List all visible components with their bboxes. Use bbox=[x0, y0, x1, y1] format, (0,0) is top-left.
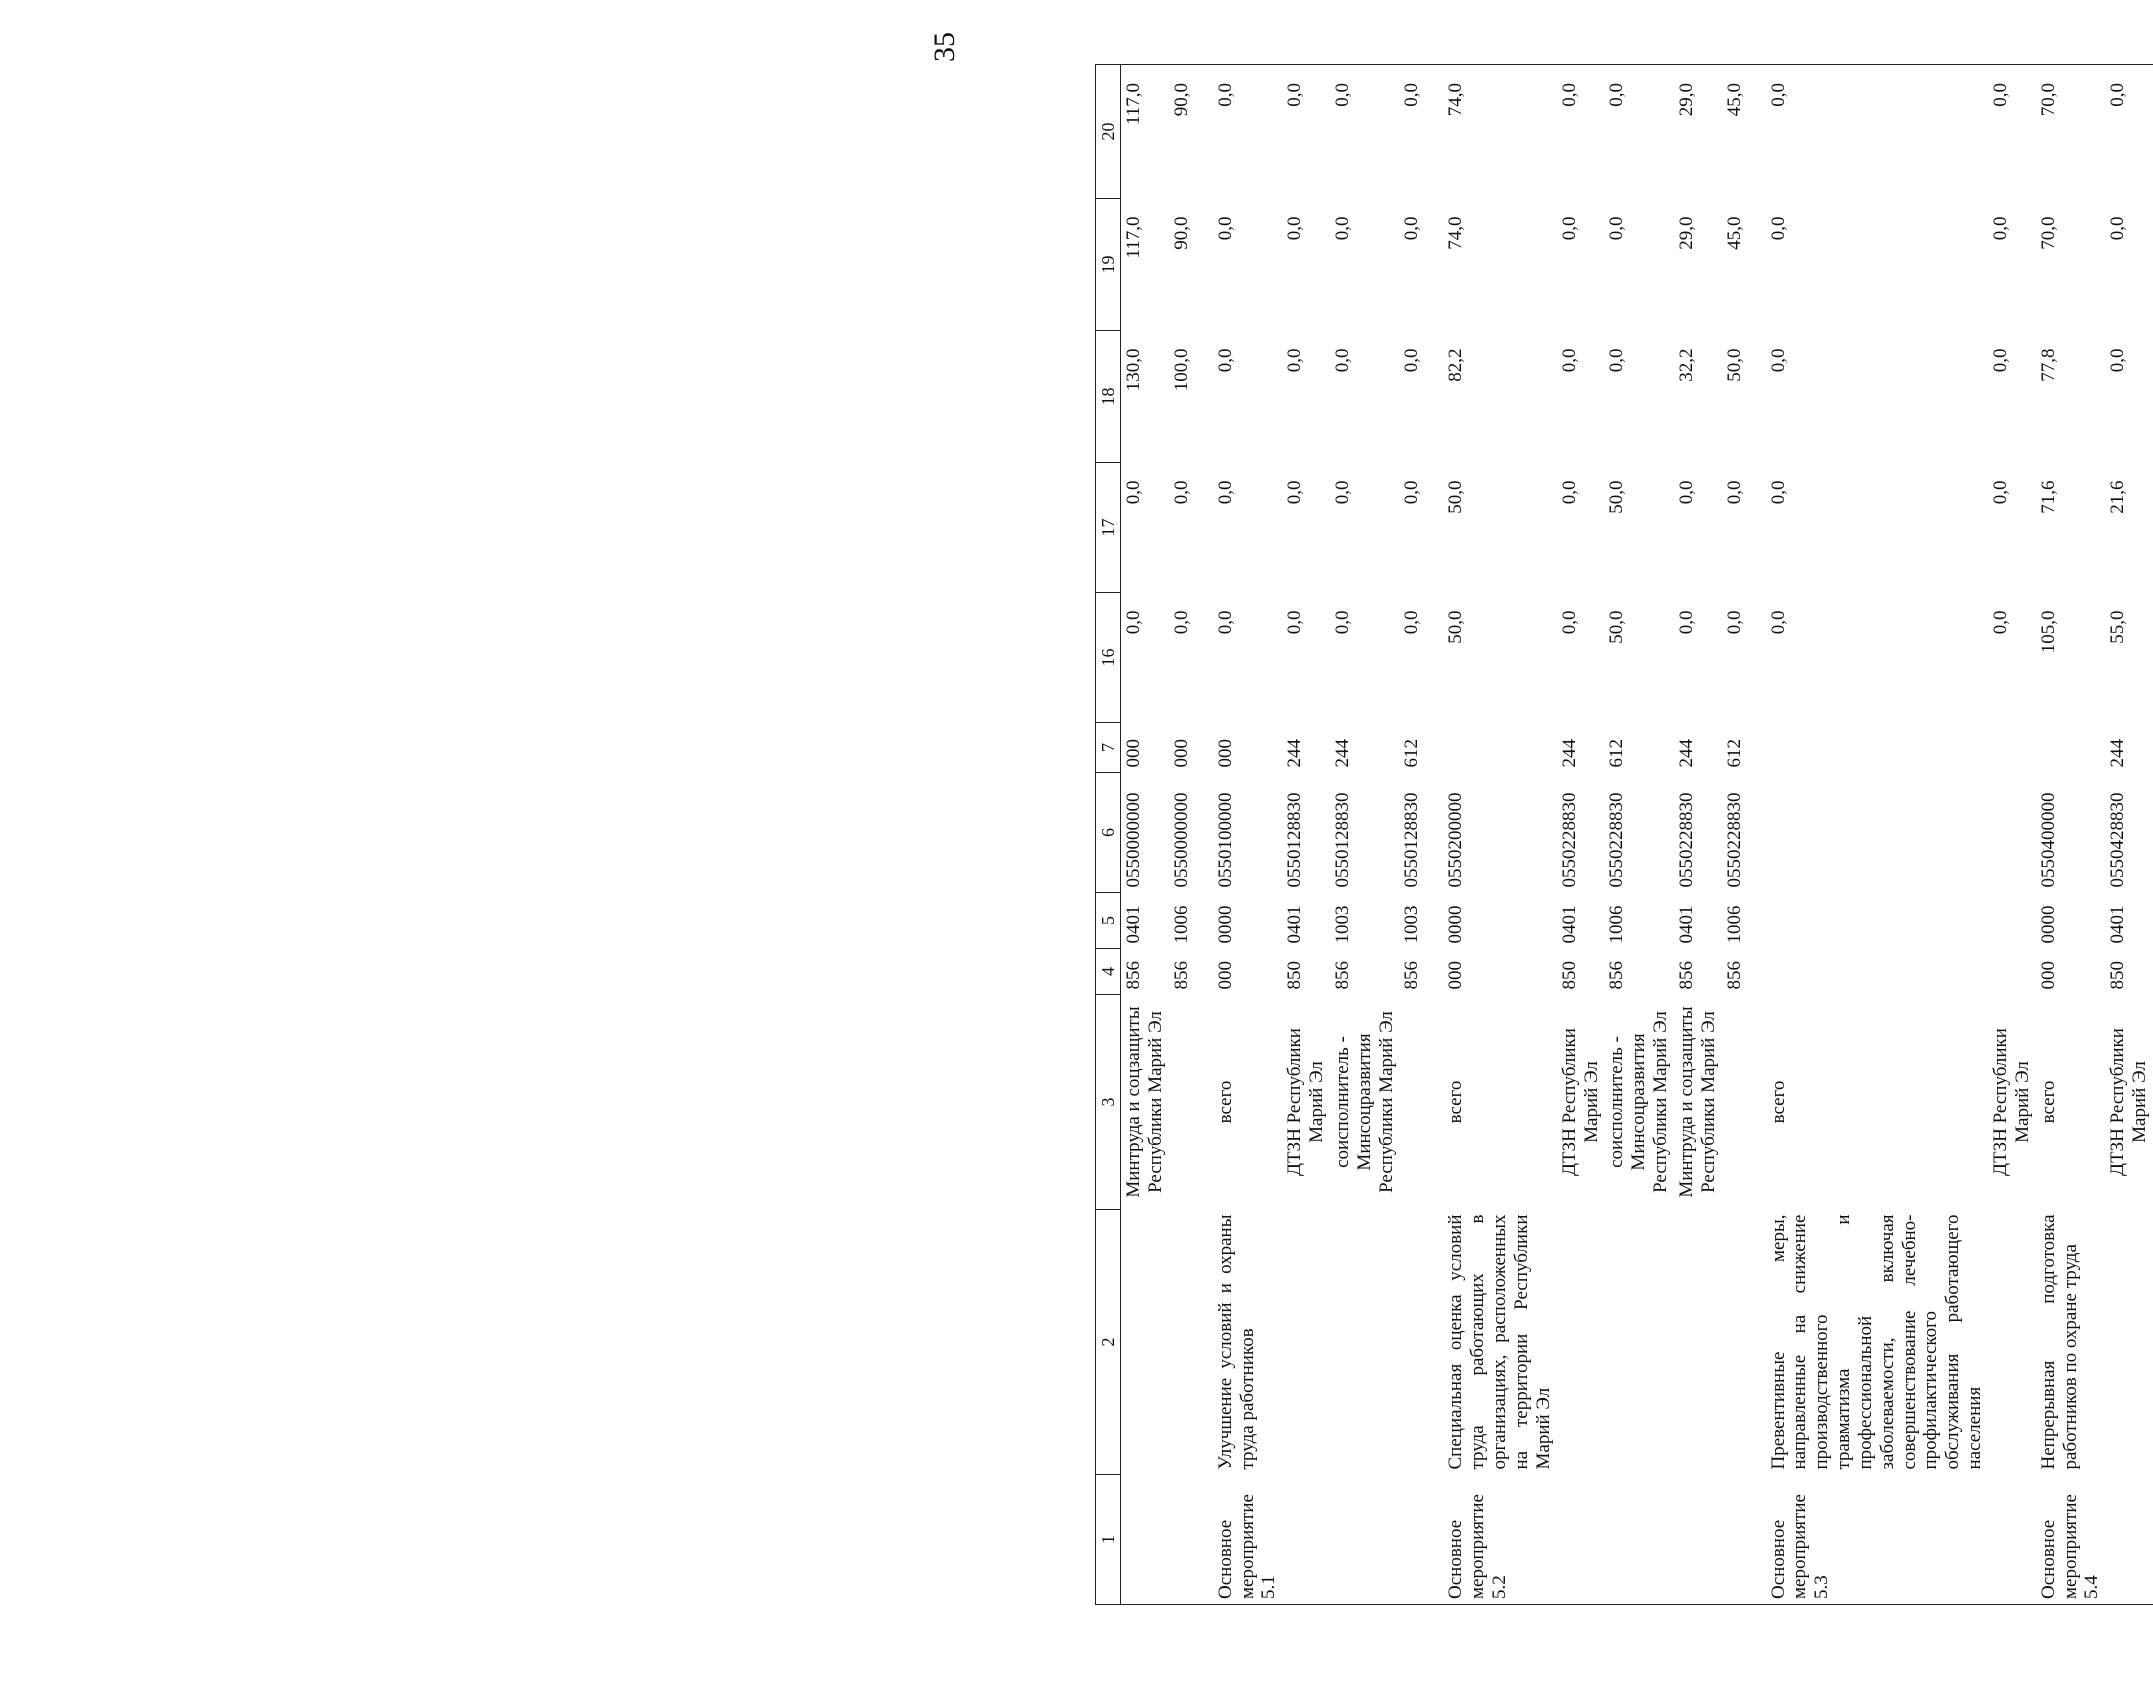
cell-activity bbox=[2105, 1475, 2153, 1605]
table-row bbox=[1557, 65, 1605, 1605]
cell-rzpr bbox=[1988, 893, 2036, 949]
cell-vr: 244 bbox=[1558, 739, 1580, 768]
cell-executor bbox=[1169, 995, 1213, 1210]
cell-csr: 0550228830 bbox=[1606, 792, 1628, 888]
cell-name: Превентивные меры, направленные на снижение производственного травматизма и профессиональной заболеваемости, включая совершенствование лечебно-профилактического обслуживания работающего населения bbox=[1767, 1214, 1986, 1470]
cell-executor bbox=[1722, 995, 1766, 1210]
cell-activity bbox=[1121, 1475, 1169, 1605]
col-header-3: 3 bbox=[1096, 995, 1121, 1210]
cell-activity bbox=[1604, 1475, 1674, 1605]
cell-col20: 70,0 bbox=[2036, 65, 2106, 199]
col-header-2: 2 bbox=[1096, 1210, 1121, 1475]
cell-col19: 0,0 bbox=[1767, 216, 1789, 241]
cell-col17: 50,0 bbox=[1606, 480, 1628, 514]
cell-executor: ДТЗН Республики Марий Эл bbox=[1284, 1028, 1328, 1176]
cell-activity bbox=[1988, 1475, 2036, 1605]
cell-vr bbox=[1766, 723, 1988, 773]
cell-activity bbox=[1674, 1475, 1722, 1605]
cell-grbs: 850 bbox=[1284, 961, 1306, 990]
cell-col18: 0,0 bbox=[1558, 348, 1580, 373]
cell-col18: 32,2 bbox=[1675, 348, 1697, 382]
cell-csr bbox=[1988, 773, 2036, 893]
cell-rzpr: 0401 bbox=[1121, 893, 1169, 949]
cell-col20: 0,0 bbox=[1604, 65, 1674, 199]
cell-rzpr: 1003 bbox=[1331, 905, 1353, 944]
cell-executor: Минтруда и соцзащиты Республики Марий Эл bbox=[1675, 1006, 1719, 1198]
cell-activity: Основное мероприятие 5.2 bbox=[1443, 1475, 1556, 1605]
cell-csr: 0550128830 bbox=[1401, 792, 1423, 888]
table-row bbox=[1988, 65, 2036, 1605]
cell-col20: 0,0 bbox=[1557, 65, 1605, 199]
cell-col19: 0,0 bbox=[1214, 216, 1236, 241]
cell-col19: 29,0 bbox=[1675, 216, 1697, 250]
cell-rzpr: 0401 bbox=[2107, 905, 2129, 944]
cell-vr: 000 bbox=[1214, 739, 1236, 768]
cell-col17: 0,0 bbox=[1723, 480, 1745, 505]
cell-activity: Основное мероприятие 5.4 bbox=[2036, 1475, 2106, 1605]
cell-rzpr: 1006 bbox=[1170, 905, 1192, 944]
cell-activity bbox=[1282, 1475, 1330, 1605]
cell-executor: всего bbox=[2037, 1080, 2059, 1124]
cell-name bbox=[1121, 1210, 1169, 1475]
cell-col18: 0,0 bbox=[1990, 348, 2011, 373]
cell-col20: 0,0 bbox=[1399, 65, 1443, 199]
cell-col17: 21,6 bbox=[2107, 480, 2129, 514]
cell-name bbox=[1169, 1210, 1213, 1475]
cell-grbs: 856 bbox=[1121, 949, 1169, 995]
cell-col16: 0,0 bbox=[1121, 593, 1169, 723]
cell-rzpr: 1006 bbox=[1723, 905, 1745, 944]
cell-vr: 000 bbox=[1121, 723, 1169, 773]
cell-name bbox=[1557, 1210, 1605, 1475]
cell-rzpr: 0000 bbox=[2037, 905, 2059, 944]
cell-col16: 55,0 bbox=[2107, 610, 2129, 644]
cell-col19: 45,0 bbox=[1723, 216, 1745, 250]
cell-csr: 0550128830 bbox=[1284, 792, 1306, 888]
cell-col19: 74,0 bbox=[1445, 216, 1467, 250]
cell-grbs: 856 bbox=[1723, 961, 1745, 990]
page-number: 35 bbox=[928, 32, 961, 62]
cell-name bbox=[1674, 1210, 1722, 1475]
cell-activity bbox=[1330, 1475, 1400, 1605]
cell-executor: Минтруда и соцзащиты Республики Марий Эл bbox=[1121, 995, 1169, 1210]
cell-activity: Основное мероприятие 5.3 bbox=[1766, 1475, 1988, 1605]
cell-col17: 0,0 bbox=[1990, 480, 2011, 505]
cell-activity bbox=[1399, 1475, 1443, 1605]
cell-rzpr: 1003 bbox=[1401, 905, 1423, 944]
cell-grbs: 000 bbox=[1445, 961, 1467, 990]
table-row bbox=[1121, 65, 1169, 1605]
cell-vr: 612 bbox=[1723, 739, 1745, 768]
cell-col16: 0,0 bbox=[1401, 610, 1423, 635]
table-row bbox=[1443, 65, 1556, 1605]
cell-csr: 0550400000 bbox=[2037, 792, 2059, 888]
cell-grbs: 856 bbox=[1331, 961, 1353, 990]
cell-name bbox=[1604, 1210, 1674, 1475]
cell-col16: 0,0 bbox=[1558, 610, 1580, 635]
cell-executor: всего bbox=[1767, 1080, 1789, 1124]
cell-col19: 0,0 bbox=[1284, 216, 1306, 241]
cell-col19: 0,0 bbox=[1558, 216, 1580, 241]
cell-col18: 0,0 bbox=[1401, 348, 1423, 373]
cell-col20: 0,0 bbox=[1282, 65, 1330, 199]
table-row bbox=[1766, 65, 1988, 1605]
cell-vr: 244 bbox=[1675, 739, 1697, 768]
cell-grbs bbox=[1766, 949, 1988, 995]
cell-col17: 71,6 bbox=[2037, 480, 2059, 514]
cell-vr: 244 bbox=[2107, 739, 2129, 768]
cell-col17: 0,0 bbox=[1401, 480, 1423, 505]
col-header-18: 18 bbox=[1096, 331, 1121, 463]
cell-csr: 0550128830 bbox=[1331, 792, 1353, 888]
budget-table bbox=[1095, 64, 2153, 1605]
cell-grbs: 856 bbox=[1606, 961, 1628, 990]
cell-name: Специальная оценка условий труда работающих в организациях, расположенных на территории Республики Марий Эл bbox=[1445, 1214, 1554, 1470]
cell-col16: 0,0 bbox=[1767, 610, 1789, 635]
cell-col20: 0,0 bbox=[1330, 65, 1400, 199]
cell-col20: 29,0 bbox=[1674, 65, 1722, 199]
cell-col16: 50,0 bbox=[1445, 610, 1467, 644]
cell-executor: всего bbox=[1445, 1080, 1467, 1124]
cell-col19: 90,0 bbox=[1170, 216, 1192, 250]
cell-col17: 0,0 bbox=[1675, 480, 1697, 505]
cell-col20: 0,0 bbox=[2105, 65, 2153, 199]
table-row bbox=[1213, 65, 1283, 1605]
cell-vr bbox=[2036, 723, 2106, 773]
cell-col16: 0,0 bbox=[1284, 610, 1306, 635]
cell-col16: 0,0 bbox=[1214, 610, 1236, 635]
cell-col19: 0,0 bbox=[1331, 216, 1353, 241]
cell-executor: соисполнитель - Минсоцразвития Республики Марий Эл bbox=[1606, 1011, 1672, 1193]
cell-col17: 0,0 bbox=[1331, 480, 1353, 505]
cell-col19: 0,0 bbox=[2107, 216, 2129, 241]
col-header-5: 5 bbox=[1096, 893, 1121, 949]
cell-grbs: 850 bbox=[2107, 961, 2129, 990]
cell-csr: 0550228830 bbox=[1675, 792, 1697, 888]
cell-vr: 244 bbox=[1284, 739, 1306, 768]
cell-grbs: 856 bbox=[1170, 961, 1192, 990]
cell-csr: 0550228830 bbox=[1558, 792, 1580, 888]
cell-csr: 0550100000 bbox=[1214, 792, 1236, 888]
cell-activity bbox=[1557, 1475, 1605, 1605]
cell-vr: 000 bbox=[1170, 739, 1192, 768]
cell-rzpr: 0401 bbox=[1675, 905, 1697, 944]
cell-col19: 0,0 bbox=[1990, 216, 2011, 241]
cell-col18: 100,0 bbox=[1170, 348, 1192, 392]
cell-name: Непрерывная подготовка работников по охране труда bbox=[2037, 1214, 2081, 1470]
cell-col17: 0,0 bbox=[1121, 463, 1169, 593]
cell-rzpr: 0401 bbox=[1558, 905, 1580, 944]
cell-col16: 0,0 bbox=[1331, 610, 1353, 635]
table-row bbox=[1330, 65, 1400, 1605]
cell-name bbox=[1722, 1210, 1766, 1475]
cell-col16: 50,0 bbox=[1606, 610, 1628, 644]
cell-col18: 0,0 bbox=[1767, 348, 1789, 373]
col-header-6: 6 bbox=[1096, 773, 1121, 893]
cell-col18: 0,0 bbox=[2107, 348, 2129, 373]
cell-vr: 612 bbox=[1401, 739, 1423, 768]
cell-vr bbox=[1443, 723, 1556, 773]
cell-executor: соисполнитель - Минсоцразвития Республики Марий Эл bbox=[1331, 1011, 1397, 1193]
cell-col16: 0,0 bbox=[1990, 610, 2011, 635]
cell-csr: 0550000000 bbox=[1170, 792, 1192, 888]
cell-col18: 0,0 bbox=[1331, 348, 1353, 373]
cell-csr bbox=[1766, 773, 1988, 893]
cell-name: Улучшение условий и охраны труда работников bbox=[1214, 1214, 1258, 1470]
cell-col17: 0,0 bbox=[1214, 480, 1236, 505]
cell-grbs: 856 bbox=[1675, 961, 1697, 990]
cell-col17: 50,0 bbox=[1445, 480, 1467, 514]
cell-grbs: 000 bbox=[1214, 961, 1236, 990]
col-header-19: 19 bbox=[1096, 199, 1121, 331]
cell-vr bbox=[1988, 723, 2036, 773]
cell-vr: 612 bbox=[1606, 739, 1628, 768]
cell-col16: 0,0 bbox=[1723, 610, 1745, 635]
cell-executor: всего bbox=[1214, 1080, 1236, 1124]
cell-rzpr: 0401 bbox=[1284, 905, 1306, 944]
cell-grbs bbox=[1988, 949, 2036, 995]
header-row bbox=[1096, 65, 1121, 1605]
table-row bbox=[1169, 65, 1213, 1605]
cell-col18: 50,0 bbox=[1723, 348, 1745, 382]
cell-rzpr: 1006 bbox=[1606, 905, 1628, 944]
col-header-4: 4 bbox=[1096, 949, 1121, 995]
cell-csr: 0550428830 bbox=[2107, 792, 2129, 888]
table-row bbox=[1674, 65, 1722, 1605]
cell-col18: 0,0 bbox=[1284, 348, 1306, 373]
cell-csr: 0550228830 bbox=[1723, 792, 1745, 888]
cell-name bbox=[1988, 1210, 2036, 1475]
cell-col16: 105,0 bbox=[2037, 610, 2059, 654]
cell-col20: 0,0 bbox=[1213, 65, 1283, 199]
cell-col19: 0,0 bbox=[1401, 216, 1423, 241]
cell-col20: 117,0 bbox=[1121, 65, 1169, 199]
cell-vr: 244 bbox=[1331, 739, 1353, 768]
col-header-17: 17 bbox=[1096, 463, 1121, 593]
col-header-20: 20 bbox=[1096, 65, 1121, 199]
cell-col20: 0,0 bbox=[1988, 65, 2036, 199]
col-header-1: 1 bbox=[1096, 1475, 1121, 1605]
cell-grbs: 850 bbox=[1558, 961, 1580, 990]
cell-col19: 117,0 bbox=[1121, 199, 1169, 331]
cell-executor: ДТЗН Республики Марий Эл bbox=[1558, 1028, 1602, 1176]
cell-col17: 0,0 bbox=[1170, 480, 1192, 505]
cell-col20: 74,0 bbox=[1443, 65, 1556, 199]
cell-name bbox=[1282, 1210, 1330, 1475]
table-row bbox=[1722, 65, 1766, 1605]
cell-csr: 0550000000 bbox=[1121, 773, 1169, 893]
cell-name bbox=[1330, 1210, 1400, 1475]
cell-col19: 70,0 bbox=[2037, 216, 2059, 250]
col-header-7: 7 bbox=[1096, 723, 1121, 773]
col-header-16: 16 bbox=[1096, 593, 1121, 723]
cell-col17: 0,0 bbox=[1558, 480, 1580, 505]
cell-rzpr bbox=[1766, 893, 1988, 949]
cell-activity bbox=[1722, 1475, 1766, 1605]
table-row bbox=[2036, 65, 2106, 1605]
cell-activity: Основное мероприятие 5.1 bbox=[1213, 1475, 1283, 1605]
cell-name bbox=[2105, 1210, 2153, 1475]
table-row bbox=[2105, 65, 2153, 1605]
table-row bbox=[1399, 65, 1443, 1605]
cell-executor: ДТЗН Республики Марий Эл bbox=[1990, 1028, 2033, 1176]
cell-rzpr: 0000 bbox=[1445, 905, 1467, 944]
cell-col17: 0,0 bbox=[1284, 480, 1306, 505]
cell-col19: 0,0 bbox=[1606, 216, 1628, 241]
cell-col16: 0,0 bbox=[1170, 610, 1192, 635]
cell-executor: ДТЗН Республики Марий Эл bbox=[2107, 1028, 2151, 1176]
rotated-table-container bbox=[1095, 65, 2151, 1605]
cell-name bbox=[1399, 1210, 1443, 1475]
cell-grbs: 856 bbox=[1401, 961, 1423, 990]
table-row bbox=[1282, 65, 1330, 1605]
cell-col16: 0,0 bbox=[1675, 610, 1697, 635]
cell-col20: 45,0 bbox=[1722, 65, 1766, 199]
table-row bbox=[1604, 65, 1674, 1605]
cell-activity bbox=[1169, 1475, 1213, 1605]
cell-col18: 0,0 bbox=[1606, 348, 1628, 373]
cell-executor bbox=[1399, 995, 1443, 1210]
cell-col18: 82,2 bbox=[1445, 348, 1467, 382]
cell-rzpr: 0000 bbox=[1214, 905, 1236, 944]
cell-csr: 0550200000 bbox=[1445, 792, 1467, 888]
cell-col18: 77,8 bbox=[2037, 348, 2059, 382]
cell-col17: 0,0 bbox=[1767, 480, 1789, 505]
cell-col20: 0,0 bbox=[1766, 65, 1988, 199]
cell-grbs: 000 bbox=[2037, 961, 2059, 990]
cell-col18: 130,0 bbox=[1121, 331, 1169, 463]
cell-col20: 90,0 bbox=[1169, 65, 1213, 199]
cell-col18: 0,0 bbox=[1214, 348, 1236, 373]
